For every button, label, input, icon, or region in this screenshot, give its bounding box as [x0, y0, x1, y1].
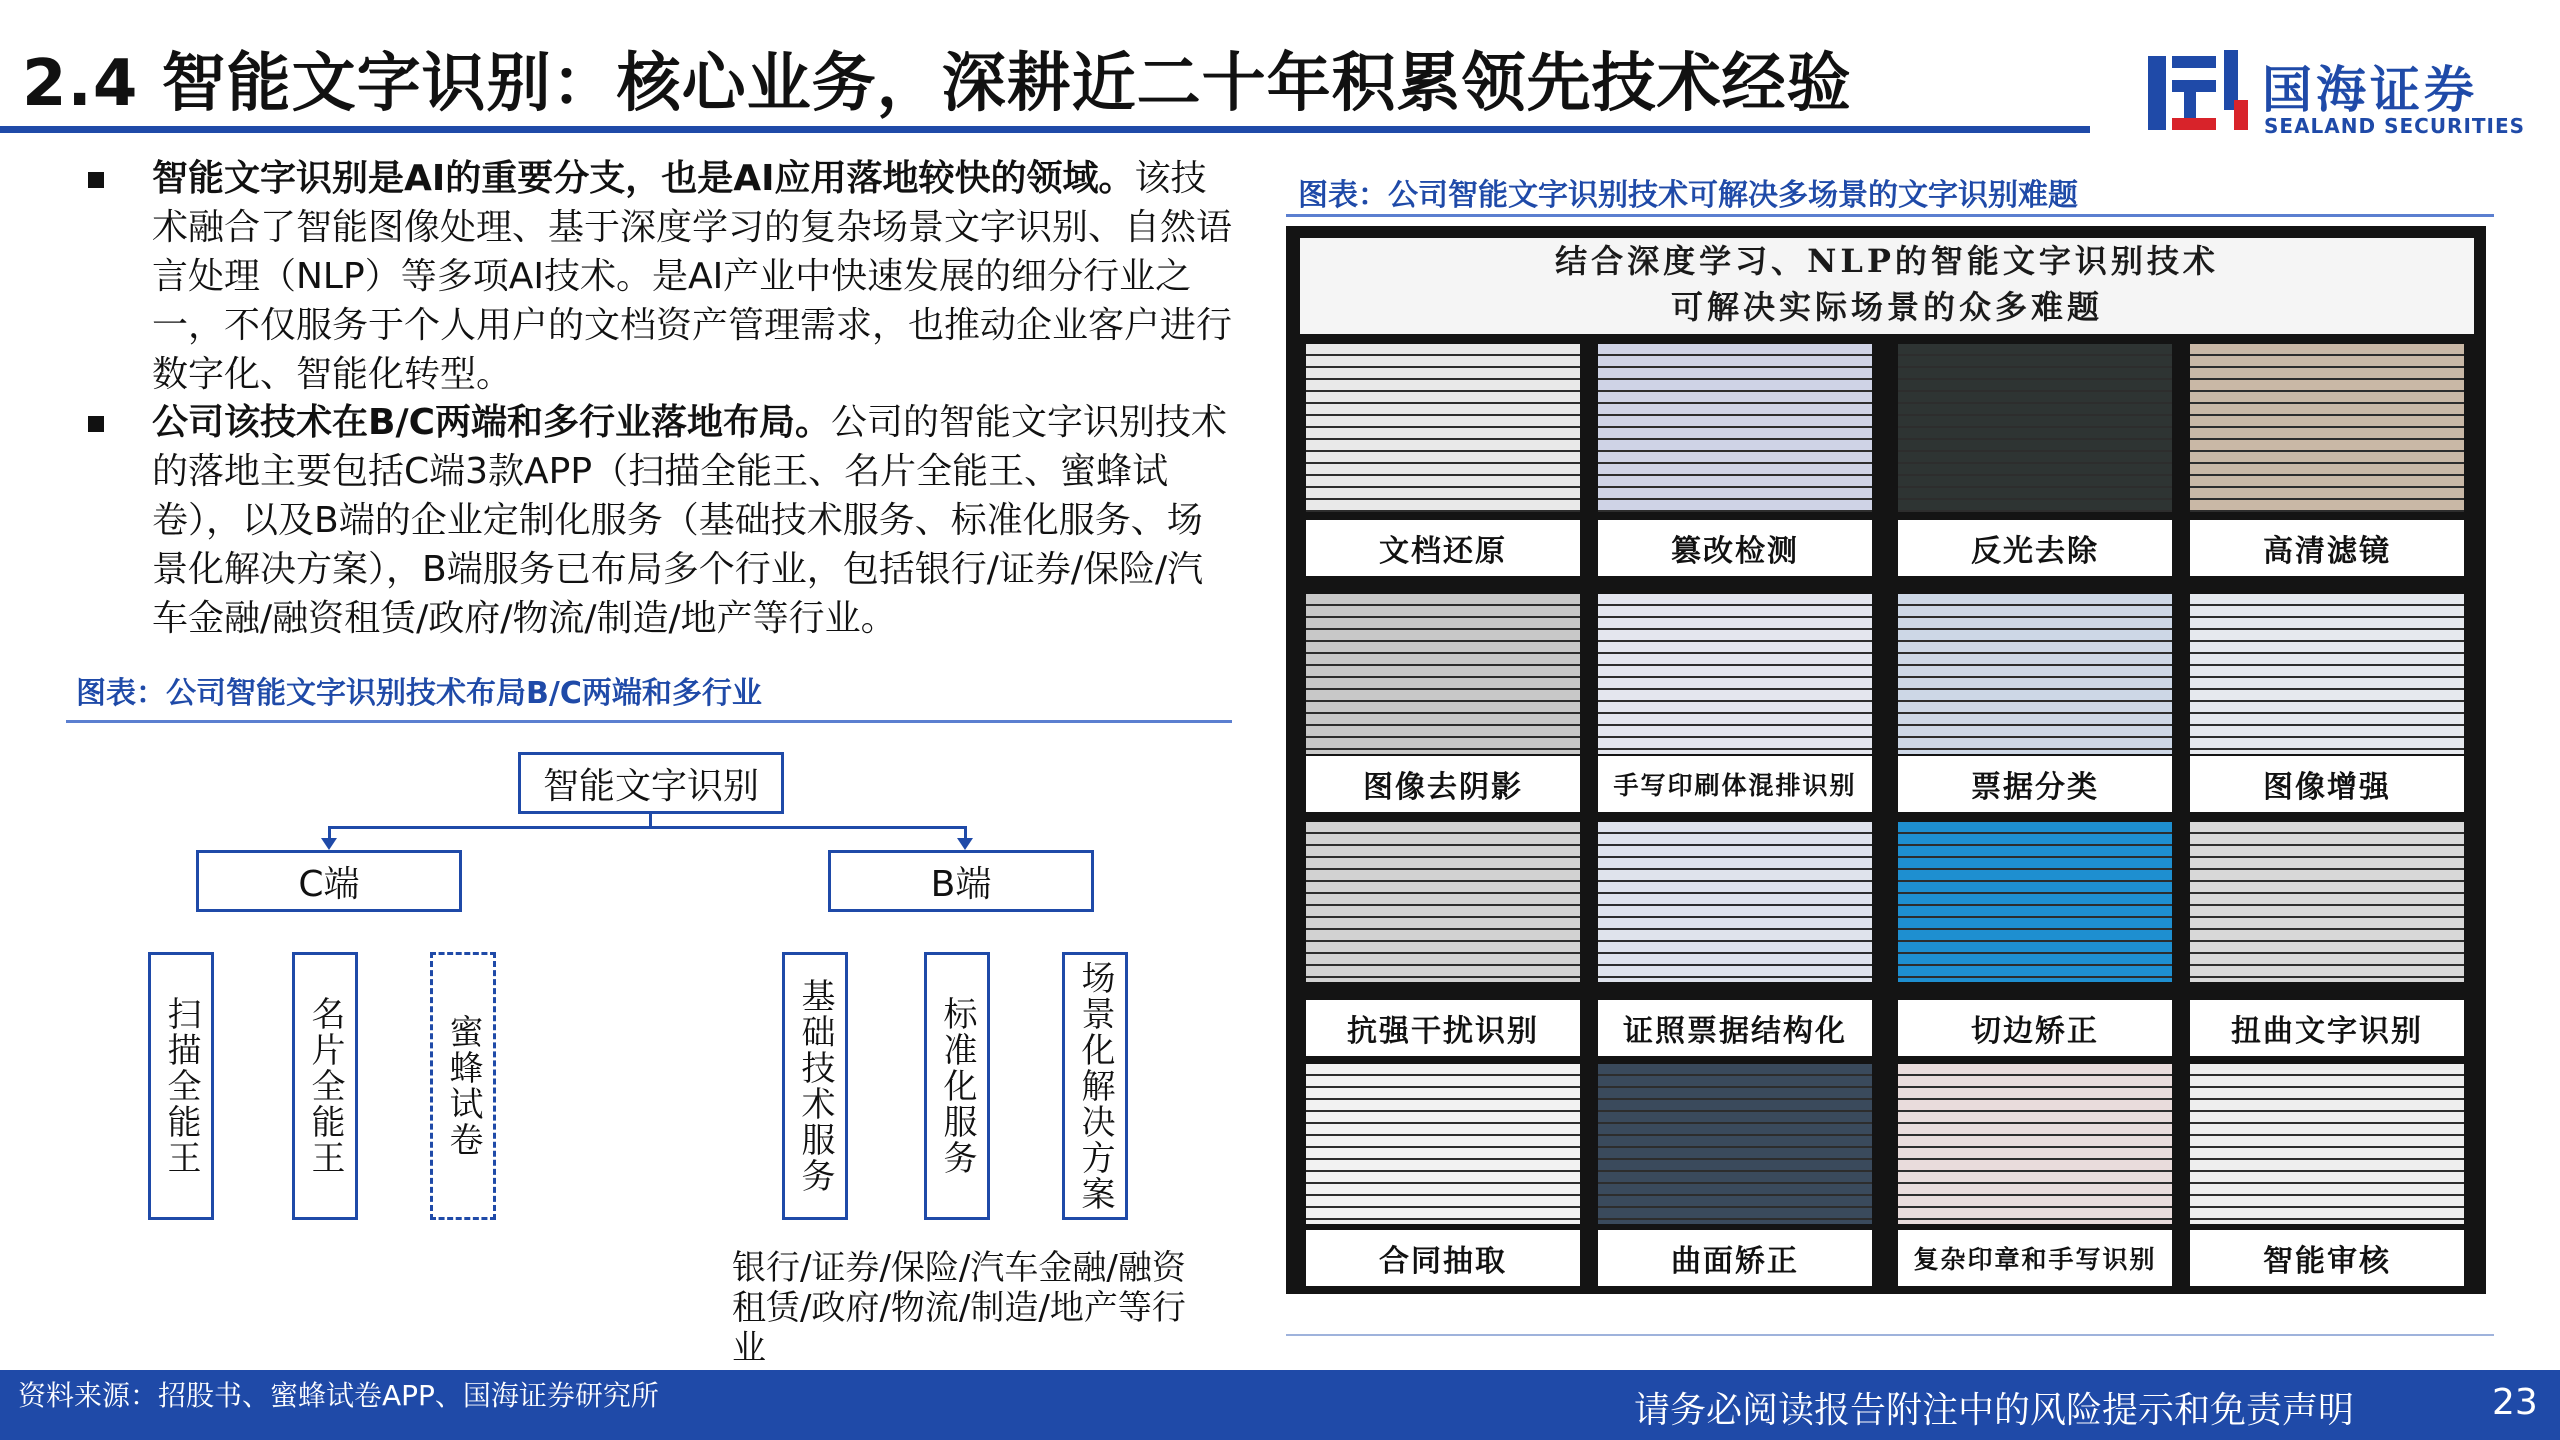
scenario-label: 抗强干扰识别 — [1306, 1000, 1580, 1056]
connector-line — [328, 826, 964, 829]
bullet-2 — [88, 398, 1238, 643]
scenario-label: 证照票据结构化 — [1598, 1000, 1872, 1056]
scenario-label: 智能审核 — [2190, 1230, 2464, 1286]
scenario-thumbnail — [1898, 1064, 2172, 1224]
scenario-label: 文档还原 — [1306, 520, 1580, 576]
scenario-label: 图像增强 — [2190, 756, 2464, 812]
scenario-label: 图像去阴影 — [1306, 756, 1580, 812]
scenario-thumbnail — [1306, 594, 1580, 754]
scenario-label: 曲面矫正 — [1598, 1230, 1872, 1286]
scenario-thumbnail — [1598, 1064, 1872, 1224]
b-side-box: B端 — [828, 850, 1094, 912]
scenario-thumbnail — [2190, 822, 2464, 982]
app-scanner-box: 扫描全能王 — [148, 952, 214, 1220]
banner-line-2: 可解决实际场景的众多难题 — [1670, 288, 2103, 326]
scenario-thumbnail — [1306, 344, 1580, 512]
scenario-thumbnail — [1598, 822, 1872, 982]
app-camcard-box: 名片全能王 — [292, 952, 358, 1220]
logo-text-en: SEALAND SECURITIES — [2264, 114, 2526, 138]
right-figure-bottom-rule — [1286, 1334, 2494, 1336]
title-underline — [0, 126, 2090, 133]
service-basic-box: 基础技术服务 — [782, 952, 848, 1220]
scenario-thumbnail — [1598, 344, 1872, 512]
scenario-label: 票据分类 — [1898, 756, 2172, 812]
scenario-thumbnail — [1898, 822, 2172, 982]
banner-line-1: 结合深度学习、NLP的智能文字识别技术 — [1555, 242, 2219, 280]
scenario-label: 手写印刷体混排识别 — [1598, 756, 1872, 812]
company-logo — [2148, 46, 2558, 138]
scenario-label: 合同抽取 — [1306, 1230, 1580, 1286]
scenario-label: 切边矫正 — [1898, 1000, 2172, 1056]
footer-source: 资料来源：招股书、蜜蜂试卷APP、国海证券研究所 — [18, 1379, 659, 1412]
bullet-square-icon — [88, 416, 104, 432]
scenario-thumbnail — [2190, 594, 2464, 754]
scenario-label: 高清滤镜 — [2190, 520, 2464, 576]
scenario-label: 反光去除 — [1898, 520, 2172, 576]
footer-disclaimer: 请务必阅读报告附注中的风险提示和免责声明 — [1634, 1390, 2355, 1431]
service-solution-box: 场景化解决方案 — [1062, 952, 1128, 1220]
page-title: 2.4 智能文字识别：核心业务，深耕近二十年积累领先技术经验 — [22, 47, 1852, 121]
scenario-thumbnail — [2190, 344, 2464, 512]
app-bee-paper-box: 蜜蜂试卷 — [430, 952, 496, 1220]
scenario-thumbnail — [2190, 1064, 2464, 1224]
right-caption-rule — [1286, 214, 2494, 217]
right-figure-caption: 图表：公司智能文字识别技术可解决多场景的文字识别难题 — [1298, 178, 2078, 213]
scenario-thumbnail — [1598, 594, 1872, 754]
left-caption-rule — [66, 720, 1232, 723]
c-side-box: C端 — [196, 850, 462, 912]
page-number: 23 — [2492, 1382, 2538, 1423]
arrow-down-icon — [318, 826, 340, 850]
footer-bar — [0, 1370, 2560, 1440]
left-figure-caption: 图表：公司智能文字识别技术布局B/C两端和多行业 — [76, 676, 762, 711]
scenario-thumbnail — [1898, 594, 2172, 754]
bullet-2-text: 公司的智能文字识别技术的落地主要包括C端3款APP（扫描全能王、名片全能王、蜜蜂试卷），以及B端的企业定制化服务（基础技术服务、标准化服务、场景化解决方案），B端服务已布局多个行业，包括银行/证券/保险/汽车金融/融资租赁/政府/物流/制造/地产等行业。 — [152, 402, 1228, 639]
bullet-2-bold: 公司该技术在B/C两端和多行业落地布局。 — [152, 402, 832, 443]
bullet-1 — [88, 154, 1238, 399]
bullet-1-bold: 智能文字识别是AI的重要分支，也是AI应用落地较快的领域。 — [152, 158, 1135, 199]
tree-root-box: 智能文字识别 — [518, 752, 784, 814]
scenario-banner — [1300, 238, 2474, 334]
scenario-label: 扭曲文字识别 — [2190, 1000, 2464, 1056]
scenario-thumbnail — [1898, 344, 2172, 512]
logo-text-cn: 国海证券 — [2262, 61, 2478, 119]
sealand-logo-icon — [2148, 50, 2248, 136]
bullet-1-text: 该技术融合了智能图像处理、基于深度学习的复杂场景文字识别、自然语言处理（NLP）等多项AI技术。是AI产业中快速发展的细分行业之一，不仅服务于个人用户的文档资产管理需求，也推动企业客户进行数字化、智能化转型。 — [152, 158, 1233, 395]
scenario-label: 复杂印章和手写识别 — [1898, 1230, 2172, 1286]
service-standard-box: 标准化服务 — [924, 952, 990, 1220]
bullet-square-icon — [88, 172, 104, 188]
scenario-label: 篡改检测 — [1598, 520, 1872, 576]
scenario-thumbnail — [1306, 822, 1580, 982]
arrow-down-icon — [954, 826, 976, 850]
industries-note: 银行/证券/保险/汽车金融/融资租赁/政府/物流/制造/地产等行业 — [732, 1248, 1186, 1368]
scenario-thumbnail — [1306, 1064, 1580, 1224]
